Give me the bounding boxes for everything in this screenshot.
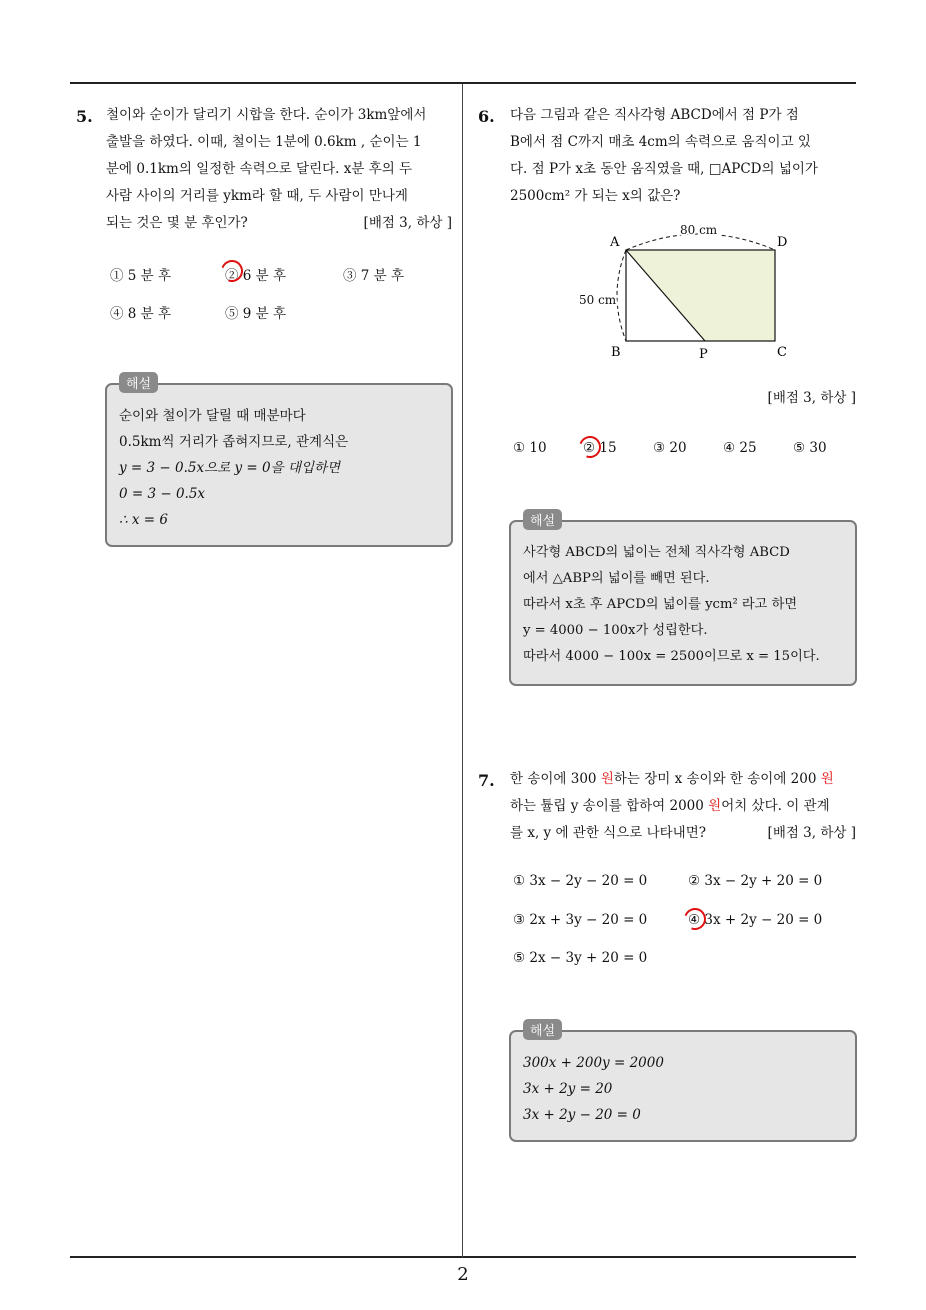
q6-text xyxy=(510,102,856,210)
q5-solution-box xyxy=(105,383,453,547)
q7-choice-1[interactable]: ① 3x − 2y − 20 = 0 xyxy=(513,873,648,889)
q6-choice-5[interactable]: ⑤ 30 xyxy=(793,440,827,456)
answer-mark-icon xyxy=(680,904,709,933)
q5-line-5: 되는 것은 몇 분 후인가? xyxy=(106,215,248,231)
q7-line-2b: 어치 샀다. 이 관계 xyxy=(721,798,830,814)
q5-solution-line-2: 0.5km씩 거리가 좁혀지므로, 관계식은 xyxy=(119,434,349,450)
q5-solution-line-3: y = 3 − 0.5x으로 y = 0을 대입하면 xyxy=(119,460,341,476)
q6-solution-line-2: 에서 △ABP의 넓이를 빼면 된다. xyxy=(523,571,710,586)
q7-choice-3[interactable]: ③ 2x + 3y − 20 = 0 xyxy=(513,912,648,928)
q6-score: [배점 3, 하상 ] xyxy=(767,390,856,406)
height-label: 50 cm xyxy=(579,293,617,307)
q7-won-2: 원 xyxy=(820,771,834,787)
q7-line-2a: 하는 튤립 y 송이를 합하여 2000 xyxy=(510,798,709,814)
label-c: C xyxy=(777,345,787,360)
label-a: A xyxy=(610,235,620,250)
q7-choice-4[interactable]: ④ 3x + 2y − 20 = 0 xyxy=(688,912,823,928)
q5-solution-line-5: ∴ x = 6 xyxy=(119,512,168,528)
page-number: 2 xyxy=(457,1264,469,1285)
q6-choice-4[interactable]: ④ 25 xyxy=(723,440,757,456)
q5-line-2: 출발을 하였다. 이때, 철이는 1분에 0.6km , 순이는 1 xyxy=(106,134,422,150)
q7-solution-line-2: 3x + 2y = 20 xyxy=(523,1081,613,1097)
q7-solution-label: 해설 xyxy=(523,1019,562,1040)
q5-choice-1[interactable]: ① 5 분 후 xyxy=(110,268,172,284)
q5-choice-2[interactable]: ② 6 분 후 xyxy=(225,268,287,284)
q7-choice-2[interactable]: ② 3x − 2y + 20 = 0 xyxy=(688,873,823,889)
q6-solution-label: 해설 xyxy=(523,509,562,530)
q7-text xyxy=(510,766,856,847)
q7-won-1: 원 xyxy=(600,771,614,787)
q7-line-3: 를 x, y 에 관한 식으로 나타내면? xyxy=(510,825,706,841)
q6-choice-2[interactable]: ② 15 xyxy=(583,440,617,456)
q5-choice-3[interactable]: ③ 7 분 후 xyxy=(343,268,405,284)
q7-won-3: 원 xyxy=(708,798,722,814)
q6-line-3: 다. 점 P가 x초 동안 움직였을 때, □APCD의 넓이가 xyxy=(510,161,818,177)
q5-line-4: 사람 사이의 거리를 ykm라 할 때, 두 사람이 만나게 xyxy=(106,188,408,204)
q5-solution-label: 해설 xyxy=(119,372,158,393)
q7-line-1a: 한 송이에 300 xyxy=(510,771,601,787)
q6-number: 6. xyxy=(478,107,495,126)
apcd-shaded-region xyxy=(626,250,775,341)
label-d: D xyxy=(777,235,788,250)
q5-text xyxy=(106,102,452,237)
q5-score: [배점 3, 하상 ] xyxy=(363,215,452,231)
q6-solution-box xyxy=(509,520,857,686)
q5-choice-4[interactable]: ④ 8 분 후 xyxy=(110,306,172,322)
q5-choice-5[interactable]: ⑤ 9 분 후 xyxy=(225,306,287,322)
q7-solution-box xyxy=(509,1030,857,1142)
q5-line-3: 분에 0.1km의 일정한 속력으로 달린다. x분 후의 두 xyxy=(106,161,413,177)
q6-choice-1[interactable]: ① 10 xyxy=(513,440,547,456)
q6-choice-3[interactable]: ③ 20 xyxy=(653,440,687,456)
q6-solution-line-5: 따라서 4000 − 100x = 2500이므로 x = 15이다. xyxy=(523,649,820,664)
q7-solution-line-1: 300x + 200y = 2000 xyxy=(523,1055,664,1071)
q6-line-1: 다음 그림과 같은 직사각형 ABCD에서 점 P가 점 xyxy=(510,107,799,123)
width-label: 80 cm xyxy=(680,223,718,237)
label-b: B xyxy=(611,345,621,360)
q6-rectangle-figure xyxy=(570,218,800,368)
q7-line-1b: 하는 장미 x 송이와 한 송이에 200 xyxy=(613,771,821,787)
label-p: P xyxy=(699,347,708,362)
q7-score: [배점 3, 하상 ] xyxy=(767,825,856,841)
q7-number: 7. xyxy=(478,771,495,790)
q7-solution-line-3: 3x + 2y − 20 = 0 xyxy=(523,1107,641,1123)
q5-line-1: 철이와 순이가 달리기 시합을 한다. 순이가 3km앞에서 xyxy=(106,107,427,123)
q6-line-4: 2500cm² 가 되는 x의 값은? xyxy=(510,188,681,204)
q5-solution-line-4: 0 = 3 − 0.5x xyxy=(119,486,206,502)
q5-number: 5. xyxy=(76,107,93,126)
q6-solution-line-1: 사각형 ABCD의 넓이는 전체 직사각형 ABCD xyxy=(523,545,790,560)
height-dimension-arc xyxy=(617,250,626,341)
q5-solution-line-1: 순이와 철이가 달릴 때 매분마다 xyxy=(119,408,306,424)
q7-choice-5[interactable]: ⑤ 2x − 3y + 20 = 0 xyxy=(513,950,648,966)
q6-solution-line-4: y = 4000 − 100x가 성립한다. xyxy=(523,623,708,638)
top-rule xyxy=(70,82,856,84)
bottom-rule xyxy=(70,1256,856,1258)
q6-line-2: B에서 점 C까지 매초 4cm의 속력으로 움직이고 있 xyxy=(510,134,811,150)
q6-solution-line-3: 따라서 x초 후 APCD의 넓이를 ycm² 라고 하면 xyxy=(523,597,798,612)
answer-mark-icon xyxy=(575,432,604,461)
column-divider xyxy=(462,84,463,1258)
